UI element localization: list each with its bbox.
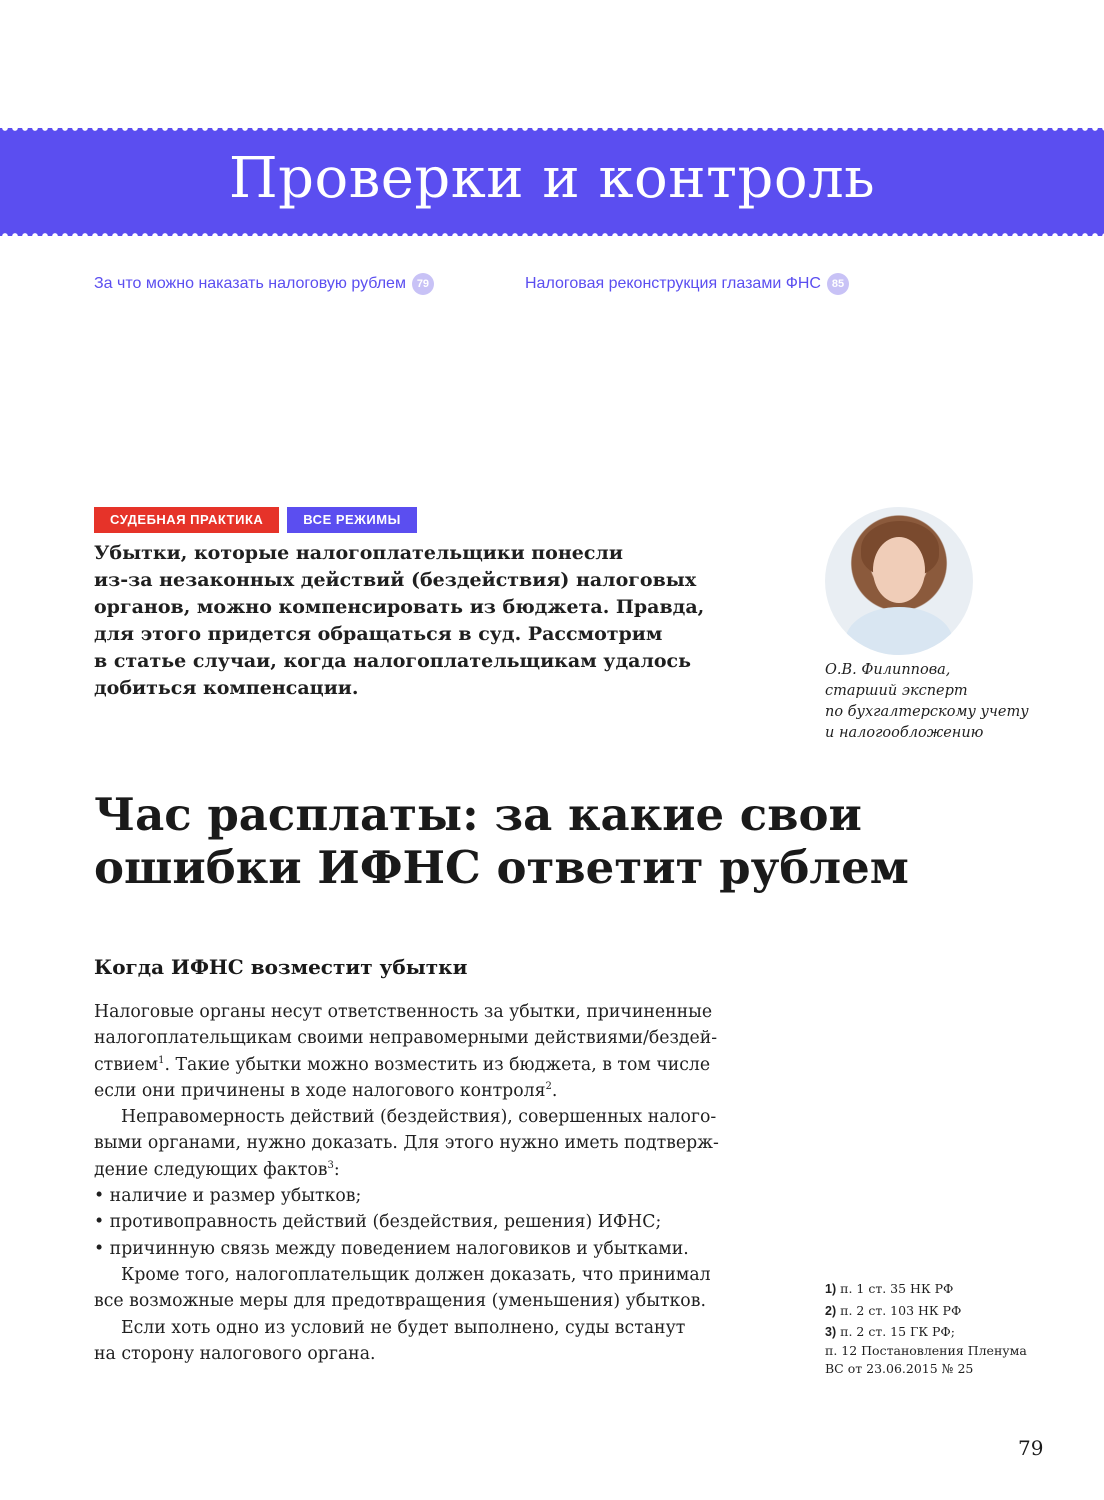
body-text: дение следующих фактов (94, 1159, 328, 1180)
page-number: 79 (1018, 1436, 1044, 1460)
footnote-2 (825, 1302, 1065, 1321)
author-line: старший эксперт (825, 683, 968, 699)
tag-court-practice: СУДЕБНАЯ ПРАКТИКА (94, 507, 279, 533)
lead-paragraph (94, 540, 734, 702)
body-text: если они причинены в ходе налогового контроля (94, 1080, 546, 1101)
lead-line: из-за незаконных действий (бездействия) налоговых (94, 569, 697, 591)
avatar-shirt (845, 607, 953, 655)
related-link-2-page-badge: 85 (827, 273, 849, 295)
bullet-item: • наличие и размер убытков; (94, 1186, 362, 1207)
lead-line: Убытки, которые налогоплательщики понесли (94, 542, 623, 564)
avatar-face (873, 537, 925, 603)
lead-line: органов, можно компенсировать из бюджета. Правда, (94, 596, 705, 618)
related-link-1-page-badge: 79 (412, 273, 434, 295)
author-line: О.В. Филиппова, (825, 662, 951, 678)
lead-line: в статье случаи, когда налогоплательщикам удалось (94, 650, 691, 672)
footnote-1-number: 1) (825, 1282, 837, 1296)
article-title (94, 788, 994, 894)
author-line: и налогообложению (825, 725, 984, 741)
body-line: Кроме того, налогоплательщик должен доказать, что принимал (121, 1264, 711, 1285)
related-link-2[interactable] (525, 273, 849, 295)
body-line (94, 1052, 784, 1078)
related-link-2-text: Налоговая реконструкция глазами ФНС (525, 275, 821, 292)
body-line: на сторону налогового органа. (94, 1343, 376, 1364)
bullet-item: • причинную связь между поведением налоговиков и убытками. (94, 1238, 689, 1259)
related-link-1-text: За что можно наказать налоговую рублем (94, 275, 406, 292)
footnote-1 (825, 1280, 1065, 1299)
section-banner (0, 128, 1104, 236)
author-avatar (825, 507, 973, 655)
footnote-2-text: п. 2 ст. 103 НК РФ (840, 1302, 962, 1318)
body-line: все возможные меры для предотвращения (уменьшения) убытков. (94, 1291, 706, 1312)
body-line: выми органами, нужно доказать. Для этого нужно иметь подтверж- (94, 1133, 719, 1154)
body-line: Неправомерность действий (бездействия), совершенных налого- (121, 1107, 717, 1128)
footnote-ref-2[interactable]: 2 (545, 1081, 552, 1093)
article-subtitle: Когда ИФНС возместит убытки (94, 955, 468, 979)
banner-bottom-edge (0, 232, 1104, 240)
body-line (94, 1157, 784, 1183)
footnotes (825, 1280, 1065, 1379)
article-title-line: ошибки ИФНС ответит рублем (94, 841, 909, 894)
footnote-ref-1[interactable]: 1 (158, 1054, 165, 1066)
footnote-ref-3[interactable]: 3 (327, 1160, 334, 1172)
body-text: : (333, 1159, 340, 1180)
banner-top-edge (0, 124, 1104, 132)
bullet-item: • противоправность действий (бездействия, решения) ИФНС; (94, 1212, 662, 1233)
footnote-3 (825, 1323, 1065, 1342)
body-text: . (551, 1080, 558, 1101)
body-line: Если хоть одно из условий не будет выполнено, суды встанут (121, 1317, 686, 1338)
author-caption (825, 660, 1055, 744)
footnote-3-text: п. 2 ст. 15 ГК РФ; (840, 1324, 955, 1339)
author-line: по бухгалтерскому учету (825, 704, 1029, 720)
footnote-3-continued: п. 12 Постановления Пленума (825, 1342, 1027, 1358)
lead-line: для этого придется обращаться в суд. Рассмотрим (94, 623, 663, 645)
footnote-1-text: п. 1 ст. 35 НК РФ (840, 1281, 954, 1296)
tag-all-regimes: ВСЕ РЕЖИМЫ (287, 507, 417, 533)
footnote-2-number: 2) (825, 1303, 837, 1318)
footnote-3-number: 3) (825, 1325, 837, 1339)
body-line: налогоплательщикам своими неправомерными действиями/бездей- (94, 1028, 718, 1049)
section-title: Проверки и контроль (228, 146, 876, 211)
article-body (94, 999, 784, 1367)
footnote-3-continued: ВС от 23.06.2015 № 25 (825, 1361, 974, 1376)
body-text: ствием (94, 1054, 159, 1075)
tag-list (94, 507, 417, 533)
body-line: Налоговые органы несут ответственность за убытки, причиненные (94, 1002, 713, 1022)
body-text: . Такие убытки можно возместить из бюджета, в том числе (164, 1054, 711, 1075)
article-title-line: Час расплаты: за какие свои (94, 788, 862, 841)
related-link-1[interactable] (94, 273, 434, 295)
lead-line: добиться компенсации. (94, 677, 359, 699)
body-line (94, 1078, 784, 1104)
